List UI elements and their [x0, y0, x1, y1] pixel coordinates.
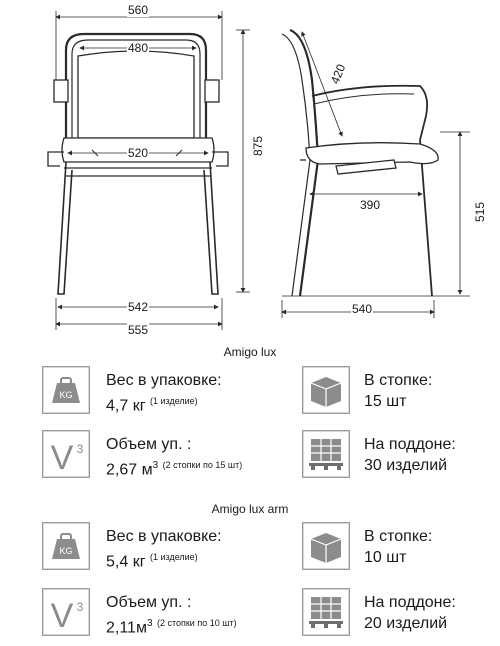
volume-note: (2 стопки по 15 шт) — [162, 460, 243, 470]
box-stack-icon — [302, 366, 350, 414]
svg-text:KG: KG — [59, 546, 73, 556]
stack-value: 10 шт — [364, 549, 407, 566]
dim-label-total-height: 875 — [251, 135, 265, 157]
volume-sup: 3 — [152, 460, 159, 471]
model-title-amigo-lux-arm: Amigo lux arm — [211, 502, 289, 516]
weight-value: 4,7 кг — [106, 397, 146, 415]
box-stack-icon — [302, 522, 350, 570]
volume-label: Объем уп. : — [106, 436, 192, 453]
volume-sup: 3 — [146, 618, 153, 629]
weight-kg-icon — [42, 366, 90, 414]
svg-text:V: V — [50, 597, 74, 635]
front-view — [48, 34, 228, 294]
pallet-label: На поддоне: — [364, 594, 456, 611]
weight-kg-icon — [42, 522, 90, 570]
pallet-value: 20 изделий — [364, 615, 448, 632]
weight-label: Вес в упаковке: — [106, 372, 222, 389]
volume-info — [106, 434, 242, 480]
dim-label-back-width: 480 — [127, 41, 149, 55]
dim-label-total-width: 555 — [127, 323, 149, 337]
pallet-label: На поддоне: — [364, 436, 456, 453]
pallet-icon — [302, 430, 350, 478]
weight-label: Вес в упаковке: — [106, 528, 222, 545]
volume-value: 2,67 м — [106, 461, 153, 479]
dim-label-seat-height: 515 — [473, 201, 487, 223]
svg-text:KG: KG — [59, 390, 73, 400]
weight-value: 5,4 кг — [106, 553, 146, 571]
dim-label-seat-width: 520 — [127, 146, 149, 160]
svg-text:3: 3 — [76, 442, 84, 456]
stack-value: 15 шт — [364, 393, 407, 410]
dim-label-depth: 540 — [351, 302, 373, 316]
weight-note: (1 изделие) — [149, 396, 198, 406]
pallet-info — [364, 434, 456, 476]
stack-info — [364, 526, 432, 568]
volume-label: Объем уп. : — [106, 594, 192, 611]
volume-note: (2 стопки по 10 шт) — [156, 618, 237, 628]
volume-v3-icon — [42, 430, 90, 478]
dim-label-back-height: 420 — [327, 62, 349, 86]
weight-info — [106, 526, 222, 572]
pallet-value: 30 изделий — [364, 457, 448, 474]
dim-label-seat-depth: 390 — [359, 198, 381, 212]
weight-note: (1 изделие) — [149, 552, 198, 562]
svg-text:V: V — [50, 439, 74, 477]
model-title-amigo-lux: Amigo lux — [223, 345, 277, 359]
pallet-icon — [302, 588, 350, 636]
side-view — [282, 30, 438, 296]
svg-text:3: 3 — [76, 600, 84, 614]
pallet-info — [364, 592, 456, 634]
stack-info — [364, 370, 432, 412]
stack-label: В стопке: — [364, 372, 433, 389]
volume-value: 2,11м — [106, 619, 147, 637]
volume-info — [106, 592, 237, 638]
weight-info — [106, 370, 222, 416]
volume-v3-icon — [42, 588, 90, 636]
dim-label-front-width-top: 560 — [127, 3, 149, 17]
stack-label: В стопке: — [364, 528, 433, 545]
dim-label-base-width: 542 — [127, 300, 149, 314]
